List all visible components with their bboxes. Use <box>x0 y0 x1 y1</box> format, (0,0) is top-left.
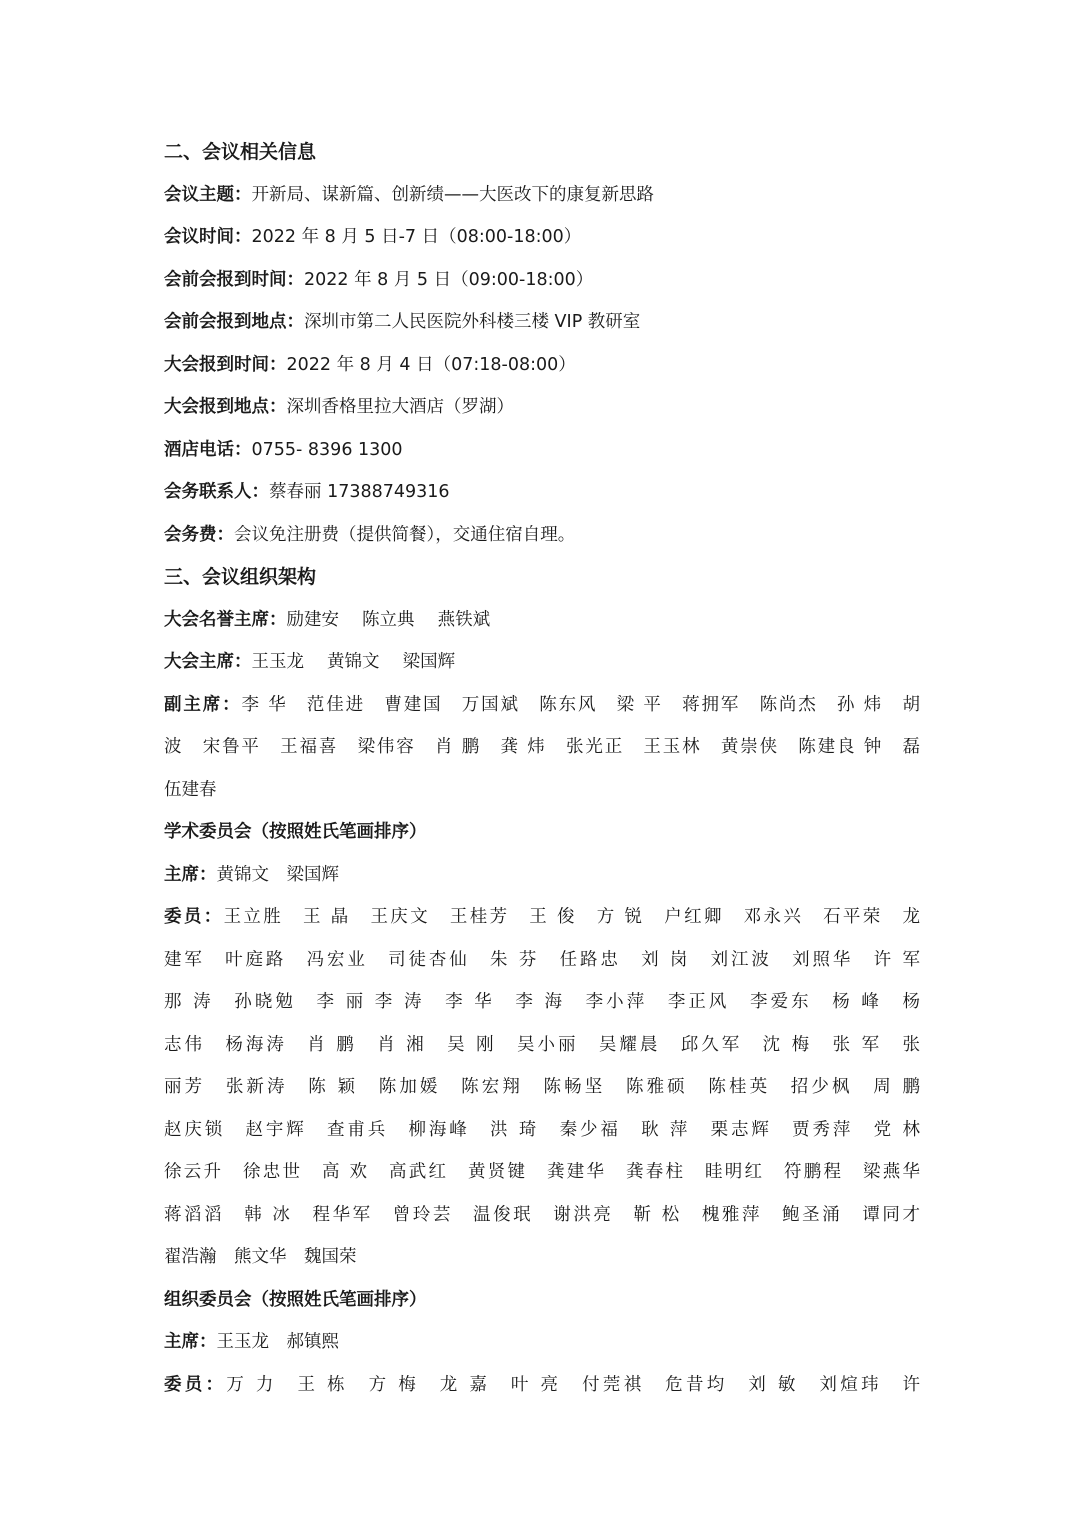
organizing-members-label: 委员： <box>164 1374 227 1395</box>
academic-members-line <box>164 896 920 939</box>
academic-members-line: 建军 叶庭路 冯宏业 司徒杏仙 朱 芬 任路忠 刘 岗 刘江波 刘照华 许 军 <box>164 949 920 970</box>
info-line-registration-place <box>164 386 920 429</box>
info-line-time <box>164 216 920 259</box>
honorary-chair-names: 励建安 陈立典 燕铁斌 <box>286 609 491 630</box>
academic-members-line: 那 涛 孙晓勉 李 丽 李 涛 李 华 李 海 李小萍 李正风 李爱东 杨 峰 杨 <box>164 992 920 1012</box>
organizing-chair-names: 王玉龙 郝镇熙 <box>216 1332 339 1352</box>
info-value: 2022 年 8 月 5 日（09:00-18:00） <box>304 269 594 290</box>
info-label: 会议主题： <box>164 184 252 205</box>
info-label: 会议时间： <box>164 227 252 247</box>
academic-chair-names: 黄锦文 梁国辉 <box>216 864 339 885</box>
info-value: 2022 年 8 月 4 日（07:18-08:00） <box>286 354 576 375</box>
chair-line <box>164 641 920 684</box>
info-value: 开新局、谋新篇、创新绩——大医改下的康复新思路 <box>251 184 654 205</box>
info-label: 会务费： <box>164 524 234 545</box>
organizing-committee-title: 组织委员会（按照姓氏笔画排序） <box>164 1289 427 1310</box>
academic-members-names: 王立胜 王 晶 王庆文 王桂芳 王 俊 方 锐 户红卿 邓永兴 石平荣 龙 <box>223 907 920 927</box>
chair-label: 大会主席： <box>164 652 252 672</box>
vice-chair-label: 副主席： <box>164 694 242 715</box>
academic-members-line: 蒋滔滔 韩 冰 程华军 曾玲芸 温俊珉 谢洪亮 靳 松 槐雅萍 鲍圣涌 谭同才 <box>164 1204 920 1225</box>
info-line-premeeting-place <box>164 301 920 344</box>
document-page <box>164 131 920 1406</box>
info-line-theme <box>164 174 920 217</box>
organizing-members-line <box>164 1364 920 1407</box>
info-line-registration-time <box>164 344 920 387</box>
section-2-heading: 二、会议相关信息 <box>164 141 317 163</box>
info-label: 会务联系人： <box>164 482 269 502</box>
academic-members-line: 志伟 杨海涛 肖 鹏 肖 湘 吴 刚 吴小丽 吴耀晨 邱久军 沈 梅 张 军 张 <box>164 1034 920 1055</box>
academic-members-line: 丽芳 张新涛 陈 颖 陈加媛 陈宏翔 陈畅坚 陈雅硕 陈桂英 招少枫 周 鹏 <box>164 1077 920 1097</box>
academic-members-line: 徐云升 徐忠世 高 欢 高武红 黄贤键 龚建华 龚春柱 眭明红 符鹏程 梁燕华 <box>164 1162 920 1182</box>
info-label: 会前会报到时间： <box>164 269 304 290</box>
info-line-fee <box>164 514 920 557</box>
info-label: 酒店电话： <box>164 439 252 460</box>
info-label: 大会报到时间： <box>164 354 287 375</box>
info-value: 2022 年 8 月 5 日-7 日（08:00-18:00） <box>251 227 582 247</box>
info-value: 深圳市第二人民医院外科楼三楼 VIP 教研室 <box>304 312 641 332</box>
info-label: 大会报到地点： <box>164 397 287 417</box>
info-line-hotel-phone <box>164 429 920 472</box>
vice-chair-line: 伍建春 <box>164 779 217 800</box>
info-line-premeeting-time <box>164 259 920 302</box>
section-3-heading: 三、会议组织架构 <box>164 566 317 588</box>
organizing-members-names: 万 力 王 栋 方 梅 龙 嘉 叶 亮 付莞祺 危昔均 刘 敏 刘煊玮 许 <box>226 1374 920 1395</box>
info-value: 会议免注册费（提供简餐），交通住宿自理。 <box>234 524 576 545</box>
info-value: 蔡春丽 17388749316 <box>269 482 450 502</box>
vice-chair-line: 波 宋鲁平 王福喜 梁伟容 肖 鹏 龚 炜 张光正 王玉林 黄崇侠 陈建良 钟 磊 <box>164 737 920 757</box>
academic-members-label: 委员： <box>164 907 224 927</box>
vice-chair-line <box>164 684 920 727</box>
chair-names: 王玉龙 黄锦文 梁国辉 <box>251 652 456 672</box>
info-line-contact <box>164 471 920 514</box>
honorary-chair-label: 大会名誉主席： <box>164 609 287 630</box>
info-label: 会前会报到地点： <box>164 312 304 332</box>
academic-members-line: 赵庆锁 赵宇辉 查甫兵 柳海峰 洪 琦 秦少福 耿 萍 栗志辉 贾秀萍 党 林 <box>164 1119 920 1140</box>
academic-members-line: 翟浩瀚 熊文华 魏国荣 <box>164 1247 357 1267</box>
info-value: 0755- 8396 1300 <box>251 439 403 460</box>
academic-chair-line <box>164 854 920 897</box>
organizing-chair-line <box>164 1321 920 1364</box>
vice-chair-names: 李 华 范佳进 曹建国 万国斌 陈东风 梁 平 蒋拥军 陈尚杰 孙 炜 胡 <box>241 694 920 715</box>
info-value: 深圳香格里拉大酒店（罗湖） <box>286 397 514 417</box>
academic-chair-label: 主席： <box>164 864 217 885</box>
academic-committee-title: 学术委员会（按照姓氏笔画排序） <box>164 822 427 842</box>
organizing-chair-label: 主席： <box>164 1332 217 1352</box>
honorary-chair-line <box>164 599 920 642</box>
